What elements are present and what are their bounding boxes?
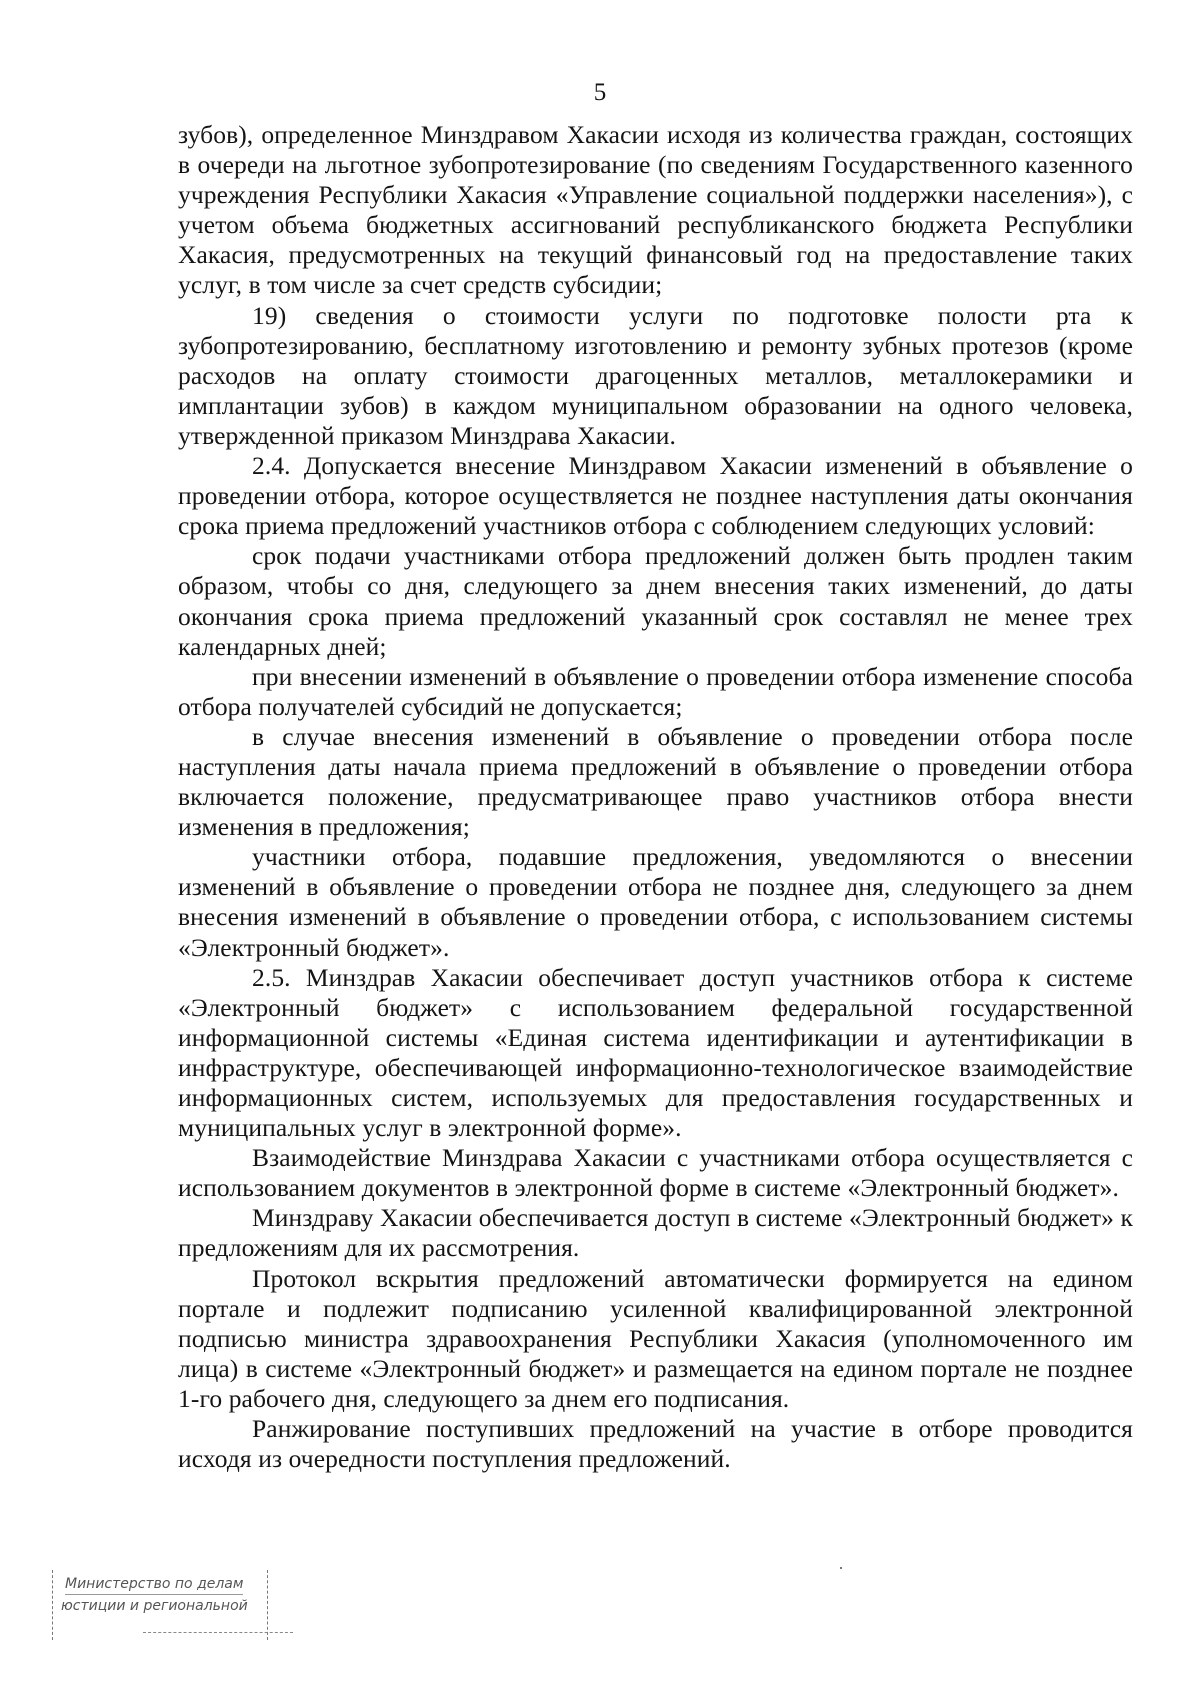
stamp-line-1: Министерство по делам: [65, 1576, 243, 1595]
document-body: [178, 120, 1133, 1474]
paragraph: 2.4. Допускается внесение Минздравом Хакасии изменений в объявление о проведении отбора, которое осуществляется не позднее наступления даты окончания срока приема предложений участников отбора с соблюдением следующих условий:: [178, 451, 1133, 541]
paragraph: 19) сведения о стоимости услуги по подготовке полости рта к зубопротезированию, бесплатному изготовлению и ремонту зубных протезов (кроме расходов на оплату стоимости драгоценных металлов, металлокерамики и имплантации зубов) в каждом муниципальном образовании на одного человека, утвержденной приказом Минздрава Хакасии.: [178, 300, 1133, 450]
paragraph: участники отбора, подавшие предложения, уведомляются о внесении изменений в объявление о проведении отбора не позднее дня, следующего за днем внесения изменений в объявление о проведении отбора, с использованием системы «Электронный бюджет».: [178, 842, 1133, 962]
page-number: 5: [593, 79, 607, 106]
paragraph: Протокол вскрытия предложений автоматически формируется на едином портале и подлежит подписанию усиленной квалифицированной электронной подписью министра здравоохранения Республики Хакасия (уполномоченного им лица) в системе «Электронный бюджет» и размещается на едином портале не позднее 1-го рабочего дня, следующего за днем его подписания.: [178, 1263, 1133, 1413]
scan-speck: [840, 1567, 842, 1569]
paragraph: зубов), определенное Минздравом Хакасии исходя из количества граждан, состоящих в очереди на льготное зубопротезирование (по сведениям Государственного казенного учреждения Республики Хакасия «Управление социальной поддержки населения»), с учетом объема бюджетных ассигнований республиканского бюджета Республики Хакасия, предусмотренных на текущий финансовый год на предоставление таких услуг, в том числе за счет средств субсидии;: [178, 120, 1133, 300]
paragraph: Взаимодействие Минздрава Хакасии с участниками отбора осуществляется с использованием документов в электронной форме в системе «Электронный бюджет».: [178, 1143, 1133, 1203]
paragraph: в случае внесения изменений в объявление о проведении отбора после наступления даты начала приема предложений в объявление о проведении отбора включается положение, предусматривающее право участников отбора внести изменения в предложения;: [178, 721, 1133, 842]
paragraph: Минздраву Хакасии обеспечивается доступ в системе «Электронный бюджет» к предложениям для их рассмотрения.: [178, 1203, 1133, 1263]
stamp-rule: [143, 1632, 293, 1633]
paragraph: Ранжирование поступивших предложений на участие в отборе проводится исходя из очередности поступления предложений.: [178, 1414, 1133, 1474]
paragraph: срок подачи участниками отбора предложений должен быть продлен таким образом, чтобы со дня, следующего за днем внесения таких изменений, до даты окончания срока приема предложений указанный срок составлял не менее трех календарных дней;: [178, 541, 1133, 661]
registration-stamp: [52, 1570, 268, 1640]
paragraph: 2.5. Минздрав Хакасии обеспечивает доступ участников отбора к системе «Электронный бюджет» с использованием федеральной государственной информационной системы «Единая система идентификации и аутентификации в инфраструктуре, обеспечивающей информационно-технологическое взаимодействие информационных систем, используемых для предоставления государственных и муниципальных услуг в электронной форме».: [178, 962, 1133, 1143]
stamp-line-2: юстиции и региональной: [61, 1598, 248, 1614]
paragraph: при внесении изменений в объявление о проведении отбора изменение способа отбора получателей субсидий не допускается;: [178, 661, 1133, 721]
